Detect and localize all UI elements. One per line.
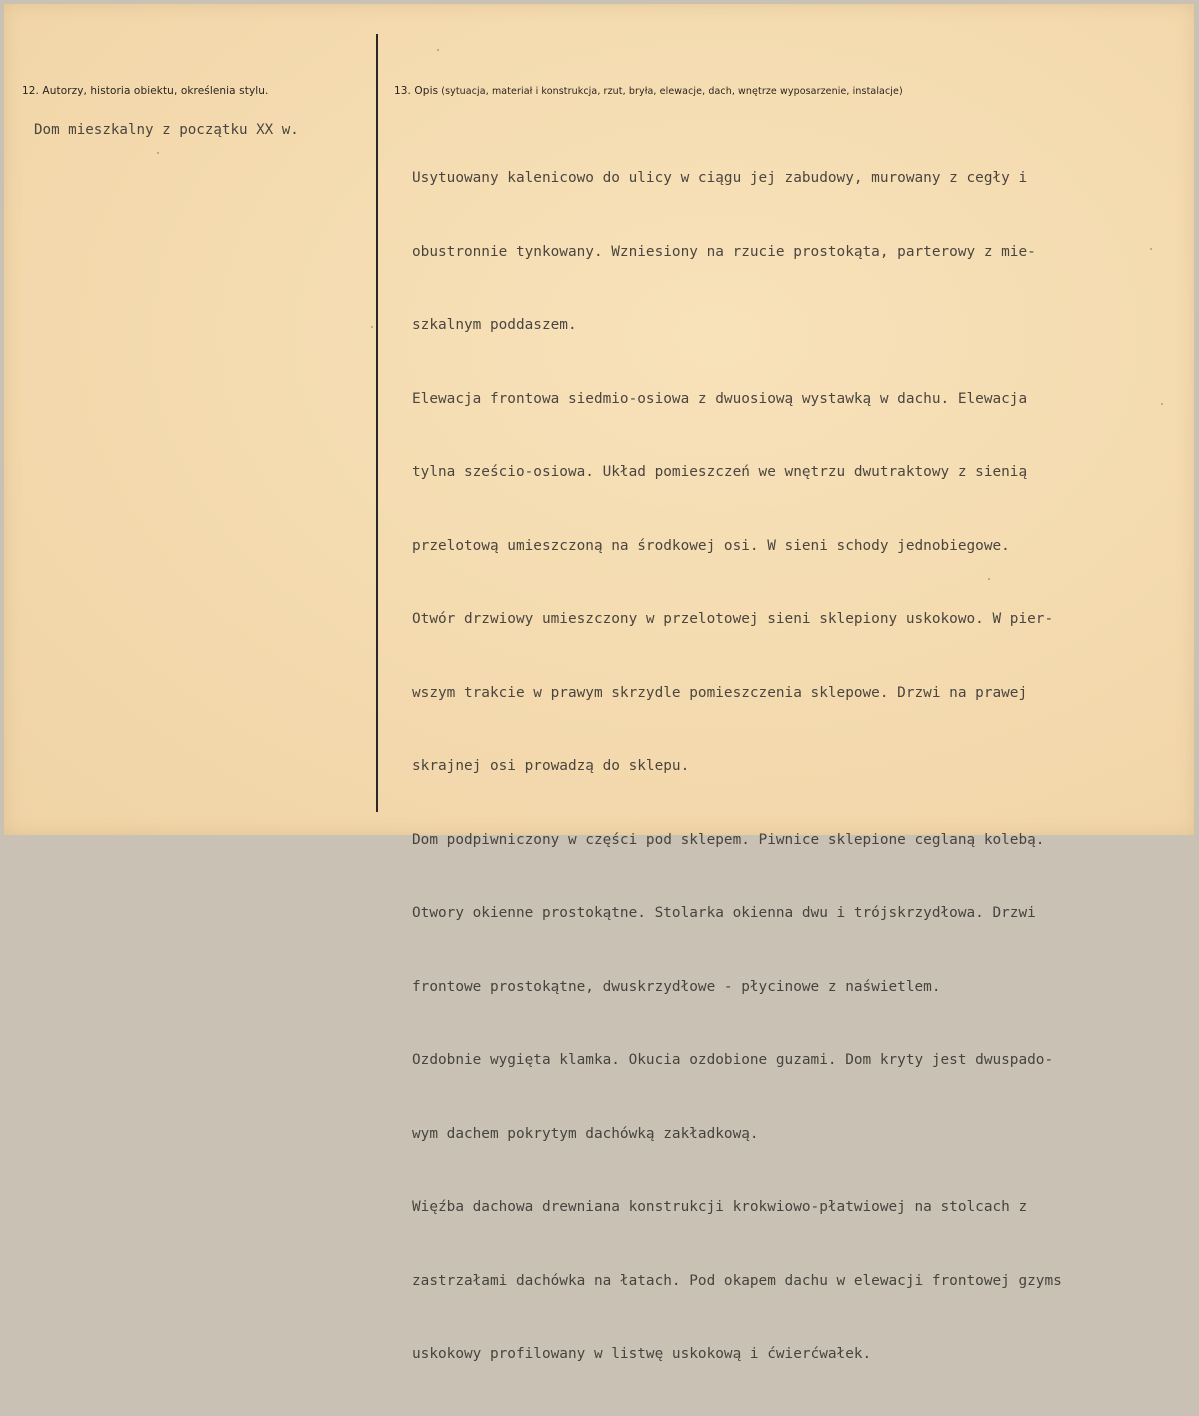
description-line: zastrzałami dachówka na łatach. Pod okapem dachu w elewacji frontowej gzyms: [412, 1272, 1062, 1289]
document-sheet: [4, 4, 1194, 1362]
object-history-text: Dom mieszkalny z początku XX w.: [34, 122, 299, 138]
description-line: Otwory okienne prostokątne. Stolarka okienna dwu i trójskrzydłowa. Drzwi: [412, 905, 1036, 921]
paper-speck: [157, 152, 159, 154]
description-line: Usytuowany kalenicowo do ulicy w ciągu jej zabudowy, murowany z cegły i: [412, 170, 1028, 186]
paper-speck: [988, 578, 990, 580]
paper-speck: [1150, 248, 1152, 250]
description-line: Dom podpiwniczony w części pod sklepem. Piwnice sklepione ceglaną kolebą.: [412, 831, 1045, 848]
description-line: wszym trakcie w prawym skrzydle pomieszczenia sklepowe. Drzwi na prawej: [412, 684, 1028, 701]
description-line: uskokowy profilowany w listwę uskokową i ćwierćwałek.: [412, 1346, 872, 1362]
paper-speck: [437, 49, 439, 51]
paper-speck: [1161, 403, 1163, 405]
description-line: obustronnie tynkowany. Wzniesiony na rzucie prostokąta, parterowy z mie-: [412, 243, 1036, 260]
object-description: [412, 117, 1062, 1416]
description-line: Elewacja frontowa siedmio-osiowa z dwuosiową wystawką w dachu. Elewacja: [412, 390, 1028, 407]
description-line: Otwór drzwiowy umieszczony w przelotowej sieni sklepiony uskokowo. W pier-: [412, 611, 1054, 627]
section-13-heading-prefix: 13. Opis: [394, 85, 439, 97]
section-13-heading: [394, 85, 903, 97]
description-line: skrajnej osi prowadzą do sklepu.: [412, 758, 690, 774]
description-line: przelotową umieszczoną na środkowej osi. W sieni schody jednobiegowe.: [412, 537, 1010, 554]
section-13-heading-detail: (sytuacja, materiał i konstrukcja, rzut, bryła, elewacje, dach, wnętrze wyposarzenie, instalacje): [438, 86, 903, 97]
description-line: tylna sześcio-osiowa. Układ pomieszczeń we wnętrzu dwutraktowy z sienią: [412, 464, 1028, 480]
description-line: frontowe prostokątne, dwuskrzydłowe - płycinowe z naświetlem.: [412, 978, 941, 995]
description-line: szkalnym poddaszem.: [412, 317, 577, 333]
paper-speck: [371, 326, 373, 328]
description-line: Ozdobnie wygięta klamka. Okucia ozdobione guzami. Dom kryty jest dwuspado-: [412, 1052, 1054, 1068]
description-line: wym dachem pokrytym dachówką zakładkową.: [412, 1125, 759, 1142]
section-12-heading: 12. Autorzy, historia obiektu, określenia stylu.: [22, 85, 269, 97]
description-line: Więźba dachowa drewniana konstrukcji krokwiowo-płatwiowej na stolcach z: [412, 1199, 1028, 1215]
column-divider: [376, 34, 378, 812]
